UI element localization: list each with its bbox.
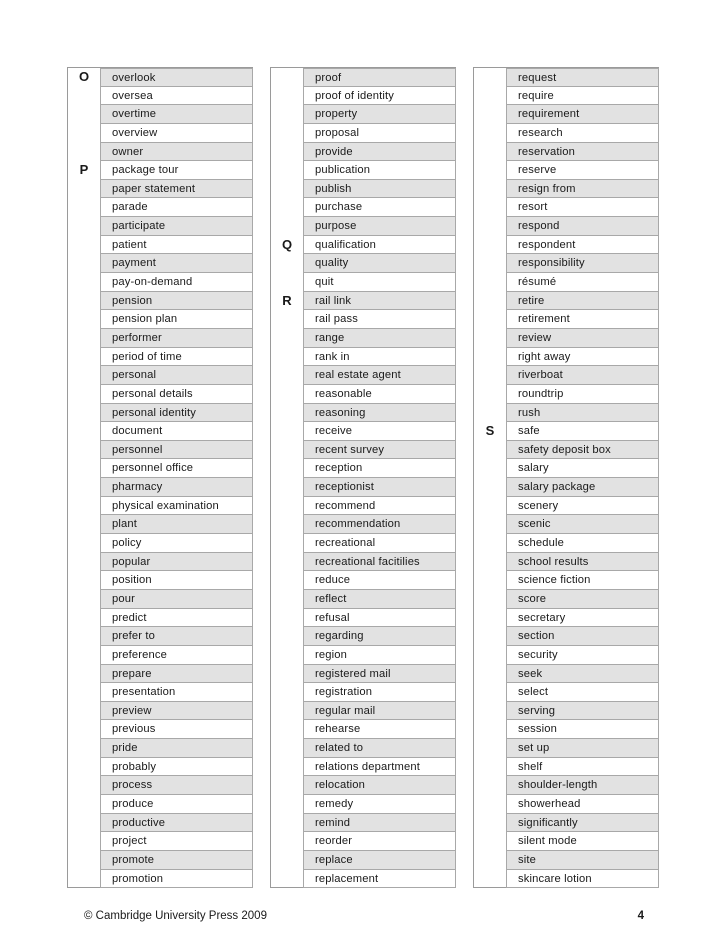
word-entry: recreational facitilies [303, 553, 456, 572]
word-entry: performer [100, 329, 253, 348]
word-entry: presentation [100, 683, 253, 702]
word-entry: remedy [303, 795, 456, 814]
word-entry: recreational [303, 534, 456, 553]
word-entry: requirement [506, 105, 659, 124]
section-letter: O [78, 69, 90, 84]
word-entry: physical examination [100, 497, 253, 516]
word-entry: publication [303, 161, 456, 180]
word-entry: relations department [303, 758, 456, 777]
word-entry: salary [506, 459, 659, 478]
word-entry: receptionist [303, 478, 456, 497]
word-entry: silent mode [506, 832, 659, 851]
word-entry: shelf [506, 758, 659, 777]
word-entry: score [506, 590, 659, 609]
word-entry: reorder [303, 832, 456, 851]
word-entry: plant [100, 515, 253, 534]
word-entry: produce [100, 795, 253, 814]
word-entry: resign from [506, 180, 659, 199]
word-entry: popular [100, 553, 253, 572]
word-entry: reasoning [303, 404, 456, 423]
word-entry: pension plan [100, 310, 253, 329]
word-entry: proof [303, 68, 456, 87]
word-entry: promote [100, 851, 253, 870]
word-entry: replacement [303, 870, 456, 889]
word-entry: patient [100, 236, 253, 255]
word-column-2 [270, 67, 456, 888]
word-entry: recommend [303, 497, 456, 516]
word-entry: recent survey [303, 441, 456, 460]
word-list [303, 68, 456, 888]
word-entry: recommendation [303, 515, 456, 534]
word-entry: proof of identity [303, 87, 456, 106]
word-entry: right away [506, 348, 659, 367]
word-entry: retirement [506, 310, 659, 329]
word-entry: overtime [100, 105, 253, 124]
word-entry: participate [100, 217, 253, 236]
word-entry: safe [506, 422, 659, 441]
word-entry: quality [303, 254, 456, 273]
word-entry: reduce [303, 571, 456, 590]
word-entry: pension [100, 292, 253, 311]
word-entry: policy [100, 534, 253, 553]
word-entry: oversea [100, 87, 253, 106]
word-entry: related to [303, 739, 456, 758]
word-entry: replace [303, 851, 456, 870]
word-entry: publish [303, 180, 456, 199]
word-entry: personnel [100, 441, 253, 460]
word-entry: remind [303, 814, 456, 833]
word-entry: package tour [100, 161, 253, 180]
word-entry: previous [100, 720, 253, 739]
word-entry: property [303, 105, 456, 124]
word-entry: parade [100, 198, 253, 217]
word-entry: preference [100, 646, 253, 665]
word-entry: document [100, 422, 253, 441]
word-entry: reception [303, 459, 456, 478]
word-entry: owner [100, 143, 253, 162]
word-entry: significantly [506, 814, 659, 833]
word-entry: range [303, 329, 456, 348]
word-entry: promotion [100, 870, 253, 889]
word-entry: registered mail [303, 665, 456, 684]
section-letter: Q [281, 236, 293, 252]
word-entry: research [506, 124, 659, 143]
word-entry: period of time [100, 348, 253, 367]
word-entry: probably [100, 758, 253, 777]
word-entry: overview [100, 124, 253, 143]
word-entry: scenic [506, 515, 659, 534]
word-entry: productive [100, 814, 253, 833]
word-entry: quit [303, 273, 456, 292]
word-entry: select [506, 683, 659, 702]
word-entry: payment [100, 254, 253, 273]
word-entry: respondent [506, 236, 659, 255]
word-entry: pour [100, 590, 253, 609]
word-entry: set up [506, 739, 659, 758]
word-entry: riverboat [506, 366, 659, 385]
word-entry: pay-on-demand [100, 273, 253, 292]
word-entry: prepare [100, 665, 253, 684]
word-entry: real estate agent [303, 366, 456, 385]
word-list [100, 68, 253, 888]
word-entry: regarding [303, 627, 456, 646]
word-entry: shoulder-length [506, 776, 659, 795]
word-entry: personal identity [100, 404, 253, 423]
word-entry: science fiction [506, 571, 659, 590]
word-entry: rank in [303, 348, 456, 367]
page-number: 4 [637, 910, 644, 922]
word-entry: registration [303, 683, 456, 702]
word-entry: responsibility [506, 254, 659, 273]
word-entry: résumé [506, 273, 659, 292]
word-entry: site [506, 851, 659, 870]
word-entry: section [506, 627, 659, 646]
word-entry: retire [506, 292, 659, 311]
word-entry: purpose [303, 217, 456, 236]
page-footer [84, 910, 644, 922]
word-entry: proposal [303, 124, 456, 143]
word-entry: require [506, 87, 659, 106]
section-letter: P [79, 162, 89, 178]
word-entry: session [506, 720, 659, 739]
word-entry: rehearse [303, 720, 456, 739]
word-entry: paper statement [100, 180, 253, 199]
word-entry: refusal [303, 609, 456, 628]
word-entry: review [506, 329, 659, 348]
word-entry: request [506, 68, 659, 87]
word-entry: purchase [303, 198, 456, 217]
word-entry: preview [100, 702, 253, 721]
word-entry: resort [506, 198, 659, 217]
section-letter: R [282, 292, 292, 308]
word-entry: personnel office [100, 459, 253, 478]
word-column-3 [473, 67, 659, 888]
word-entry: prefer to [100, 627, 253, 646]
word-entry: schedule [506, 534, 659, 553]
word-entry: showerhead [506, 795, 659, 814]
word-entry: qualification [303, 236, 456, 255]
word-entry: school results [506, 553, 659, 572]
word-entry: pharmacy [100, 478, 253, 497]
word-entry: roundtrip [506, 385, 659, 404]
word-entry: pride [100, 739, 253, 758]
copyright-text: © Cambridge University Press 2009 [84, 910, 267, 922]
word-list [506, 68, 659, 888]
word-entry: provide [303, 143, 456, 162]
word-entry: reasonable [303, 385, 456, 404]
word-entry: reflect [303, 590, 456, 609]
word-entry: rail link [303, 292, 456, 311]
word-entry: reservation [506, 143, 659, 162]
word-entry: scenery [506, 497, 659, 516]
word-column-1 [67, 67, 253, 888]
section-letter: S [485, 423, 495, 439]
word-entry: personal details [100, 385, 253, 404]
word-entry: serving [506, 702, 659, 721]
word-entry: reserve [506, 161, 659, 180]
word-entry: security [506, 646, 659, 665]
word-entry: receive [303, 422, 456, 441]
word-entry: respond [506, 217, 659, 236]
word-entry: salary package [506, 478, 659, 497]
word-entry: safety deposit box [506, 441, 659, 460]
word-entry: regular mail [303, 702, 456, 721]
word-entry: position [100, 571, 253, 590]
word-entry: secretary [506, 609, 659, 628]
word-entry: process [100, 776, 253, 795]
word-entry: project [100, 832, 253, 851]
word-entry: personal [100, 366, 253, 385]
word-entry: relocation [303, 776, 456, 795]
word-entry: region [303, 646, 456, 665]
word-entry: overlook [100, 68, 253, 87]
word-entry: skincare lotion [506, 870, 659, 889]
word-entry: rail pass [303, 310, 456, 329]
word-entry: seek [506, 665, 659, 684]
word-entry: rush [506, 404, 659, 423]
word-entry: predict [100, 609, 253, 628]
